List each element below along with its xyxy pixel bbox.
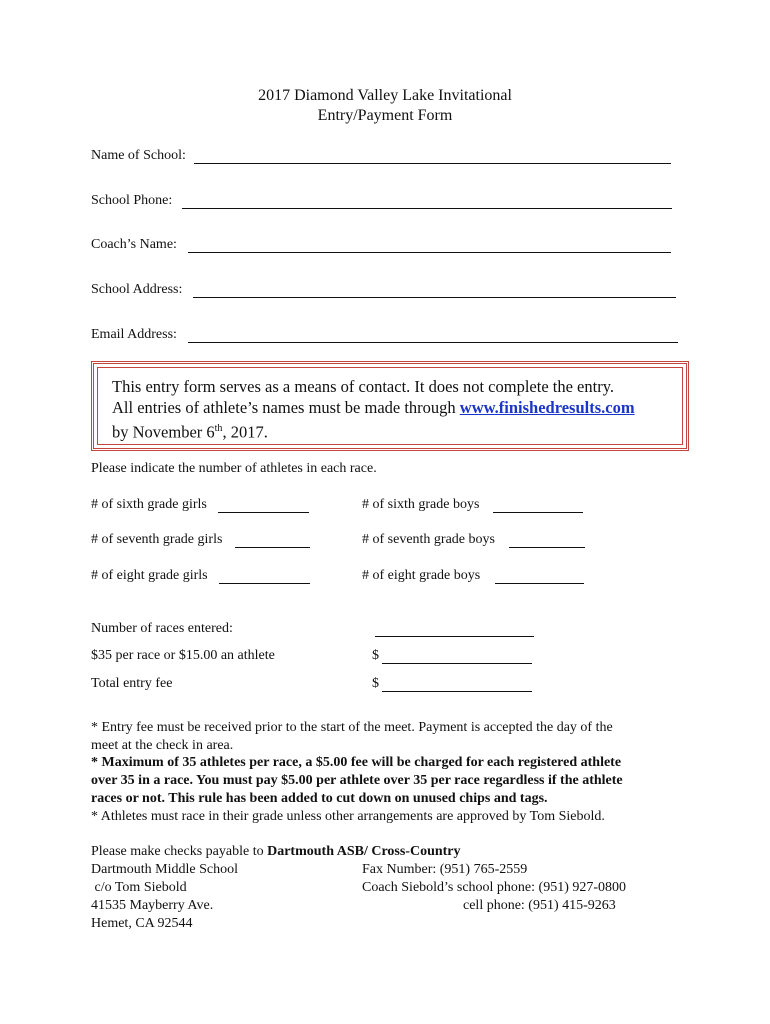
- athletes-instruction: Please indicate the number of athletes in each race.: [91, 461, 377, 476]
- total-fee-line[interactable]: [382, 691, 532, 692]
- eighth-girls-line[interactable]: [219, 583, 310, 584]
- address-line-3: 41535 Mayberry Ave.: [91, 898, 214, 913]
- form-subtitle: Entry/Payment Form: [317, 107, 453, 124]
- notice-line-3: by November 6th, 2017.: [112, 422, 268, 442]
- coach-name-line[interactable]: [188, 252, 671, 253]
- eighth-boys-line[interactable]: [495, 583, 584, 584]
- fee-note-line-2: meet at the check in area.: [91, 738, 234, 753]
- seventh-boys-label: # of seventh grade boys: [362, 532, 495, 547]
- races-entered-label: Number of races entered:: [91, 621, 233, 636]
- school-phone-label: School Phone:: [91, 193, 173, 208]
- sixth-boys-label: # of sixth grade boys: [362, 497, 480, 512]
- races-entered-line[interactable]: [375, 636, 534, 637]
- payable-line: Please make checks payable to Dartmouth ASB/ Cross-Country: [91, 844, 461, 859]
- coach-school-phone: Coach Siebold’s school phone: (951) 927-0800: [362, 880, 627, 895]
- email-address-label: Email Address:: [91, 327, 177, 342]
- fee-note-line-1: * Entry fee must be received prior to the start of the meet. Payment is accepted the day of the: [91, 720, 613, 735]
- form-title: 2017 Diamond Valley Lake Invitational: [258, 87, 512, 104]
- address-line-1: Dartmouth Middle School: [91, 862, 238, 877]
- total-dollar-sign: $: [372, 676, 379, 691]
- seventh-boys-line[interactable]: [509, 547, 585, 548]
- address-line-4: Hemet, CA 92544: [91, 916, 193, 931]
- sixth-boys-line[interactable]: [493, 512, 583, 513]
- address-line-2: c/o Tom Siebold: [91, 880, 187, 895]
- school-address-line[interactable]: [193, 297, 676, 298]
- fax-number: Fax Number: (951) 765-2559: [362, 862, 528, 877]
- payable-to: Dartmouth ASB/ Cross-Country: [267, 844, 461, 859]
- max-rule-line-2: over 35 in a race. You must pay $5.00 per athlete over 35 per race regardless if the athlete: [91, 773, 623, 788]
- entry-notice-box: [91, 361, 689, 451]
- eighth-boys-label: # of eight grade boys: [362, 568, 481, 583]
- notice-line-1: This entry form serves as a means of contact. It does not complete the entry.: [112, 377, 615, 396]
- rate-line[interactable]: [382, 663, 532, 664]
- max-rule-line-3: races or not. This rule has been added to cut down on unused chips and tags.: [91, 791, 548, 806]
- rate-dollar-sign: $: [372, 648, 379, 663]
- seventh-girls-line[interactable]: [235, 547, 310, 548]
- school-address-label: School Address:: [91, 282, 183, 297]
- rate-label: $35 per race or $15.00 an athlete: [91, 648, 275, 663]
- email-address-line[interactable]: [188, 342, 678, 343]
- sixth-girls-line[interactable]: [218, 512, 309, 513]
- coach-cell-phone: cell phone: (951) 415-9263: [463, 898, 616, 913]
- school-name-line[interactable]: [194, 163, 671, 164]
- eighth-girls-label: # of eight grade girls: [91, 568, 208, 583]
- sixth-girls-label: # of sixth grade girls: [91, 497, 207, 512]
- total-fee-label: Total entry fee: [91, 676, 173, 691]
- school-name-label: Name of School:: [91, 148, 186, 163]
- school-phone-line[interactable]: [182, 208, 672, 209]
- seventh-girls-label: # of seventh grade girls: [91, 532, 223, 547]
- max-rule-line-1: * Maximum of 35 athletes per race, a $5.00 fee will be charged for each registered athlete: [91, 755, 622, 770]
- coach-name-label: Coach’s Name:: [91, 237, 177, 252]
- grade-note: * Athletes must race in their grade unless other arrangements are approved by Tom Siebold.: [91, 809, 605, 824]
- notice-line-2: All entries of athlete’s names must be made through www.finishedresults.com: [112, 398, 635, 417]
- finishedresults-link[interactable]: www.finishedresults.com: [459, 398, 635, 417]
